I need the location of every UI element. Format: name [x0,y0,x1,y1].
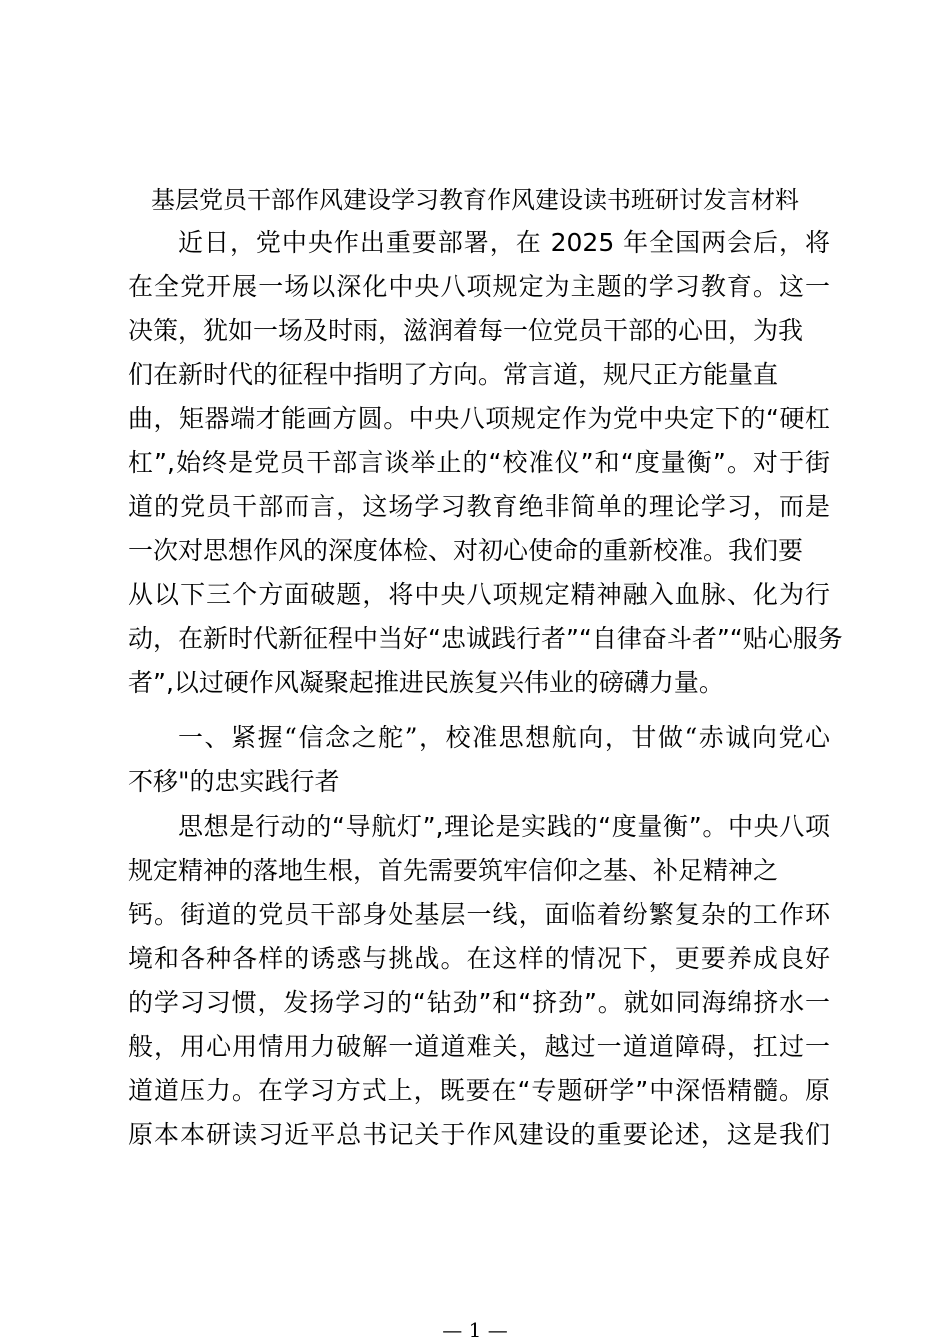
text-line: 原本本研读习近平总书记关于作风建设的重要论述，这是我们 [128,1120,830,1149]
text-line: 近日，党中央作出重要部署，在 2025 年全国两会后，将 [178,228,830,257]
text-line: 在全党开展一场以深化中央八项规定为主题的学习教育。这一 [128,272,830,301]
text-line: 钙。街道的党员干部身处基层一线，面临着纷繁复杂的工作环 [128,900,830,929]
text-line: 般，用心用情用力破解一道道难关，越过一道道障碍，扛过一 [128,1032,830,1061]
text-line: 一次对思想作风的深度体检、对初心使命的重新校准。我们要 [128,536,804,565]
text-line: 决策，犹如一场及时雨，滋润着每一位党员干部的心田，为我 [128,316,804,345]
text-line: 杠”,始终是党员干部言谈举止的“校准仪”和“度量衡”。对于街 [128,448,830,477]
text-line: 道道压力。在学习方式上，既要在“专题研学”中深悟精髓。原 [128,1076,830,1105]
page-number: — 1 — [442,1318,508,1342]
text-line: 的学习习惯，发扬学习的“钻劲”和“挤劲”。就如同海绵挤水一 [128,988,830,1017]
text-line: 道的党员干部而言，这场学习教育绝非简单的理论学习，而是 [128,492,830,521]
text-line: 动，在新时代新征程中当好“忠诚践行者”“自律奋斗者”“贴心服务 [128,624,843,653]
section-heading: 不移"的忠实践行者 [128,767,340,796]
text-line: 思想是行动的“导航灯”,理论是实践的“度量衡”。中央八项 [178,812,830,841]
text-line: 从以下三个方面破题，将中央八项规定精神融入血脉、化为行 [128,580,830,609]
text-line: 曲，矩器端才能画方圆。中央八项规定作为党中央定下的“硬杠 [128,404,830,433]
text-line: 者”,以过硬作风凝聚起推进民族复兴伟业的磅礴力量。 [128,668,724,697]
text-line: 境和各种各样的诱惑与挑战。在这样的情况下，更要养成良好 [128,944,830,973]
text-line: 规定精神的落地生根，首先需要筑牢信仰之基、补足精神之 [128,856,779,885]
section-heading: 一、紧握“信念之舵”，校准思想航向，甘做“赤诚向党心 [178,723,830,752]
document-title: 基层党员干部作风建设学习教育作风建设读书班研讨发言材料 [151,186,799,214]
text-line: 们在新时代的征程中指明了方向。常言道，规尺正方能量直 [128,360,779,389]
